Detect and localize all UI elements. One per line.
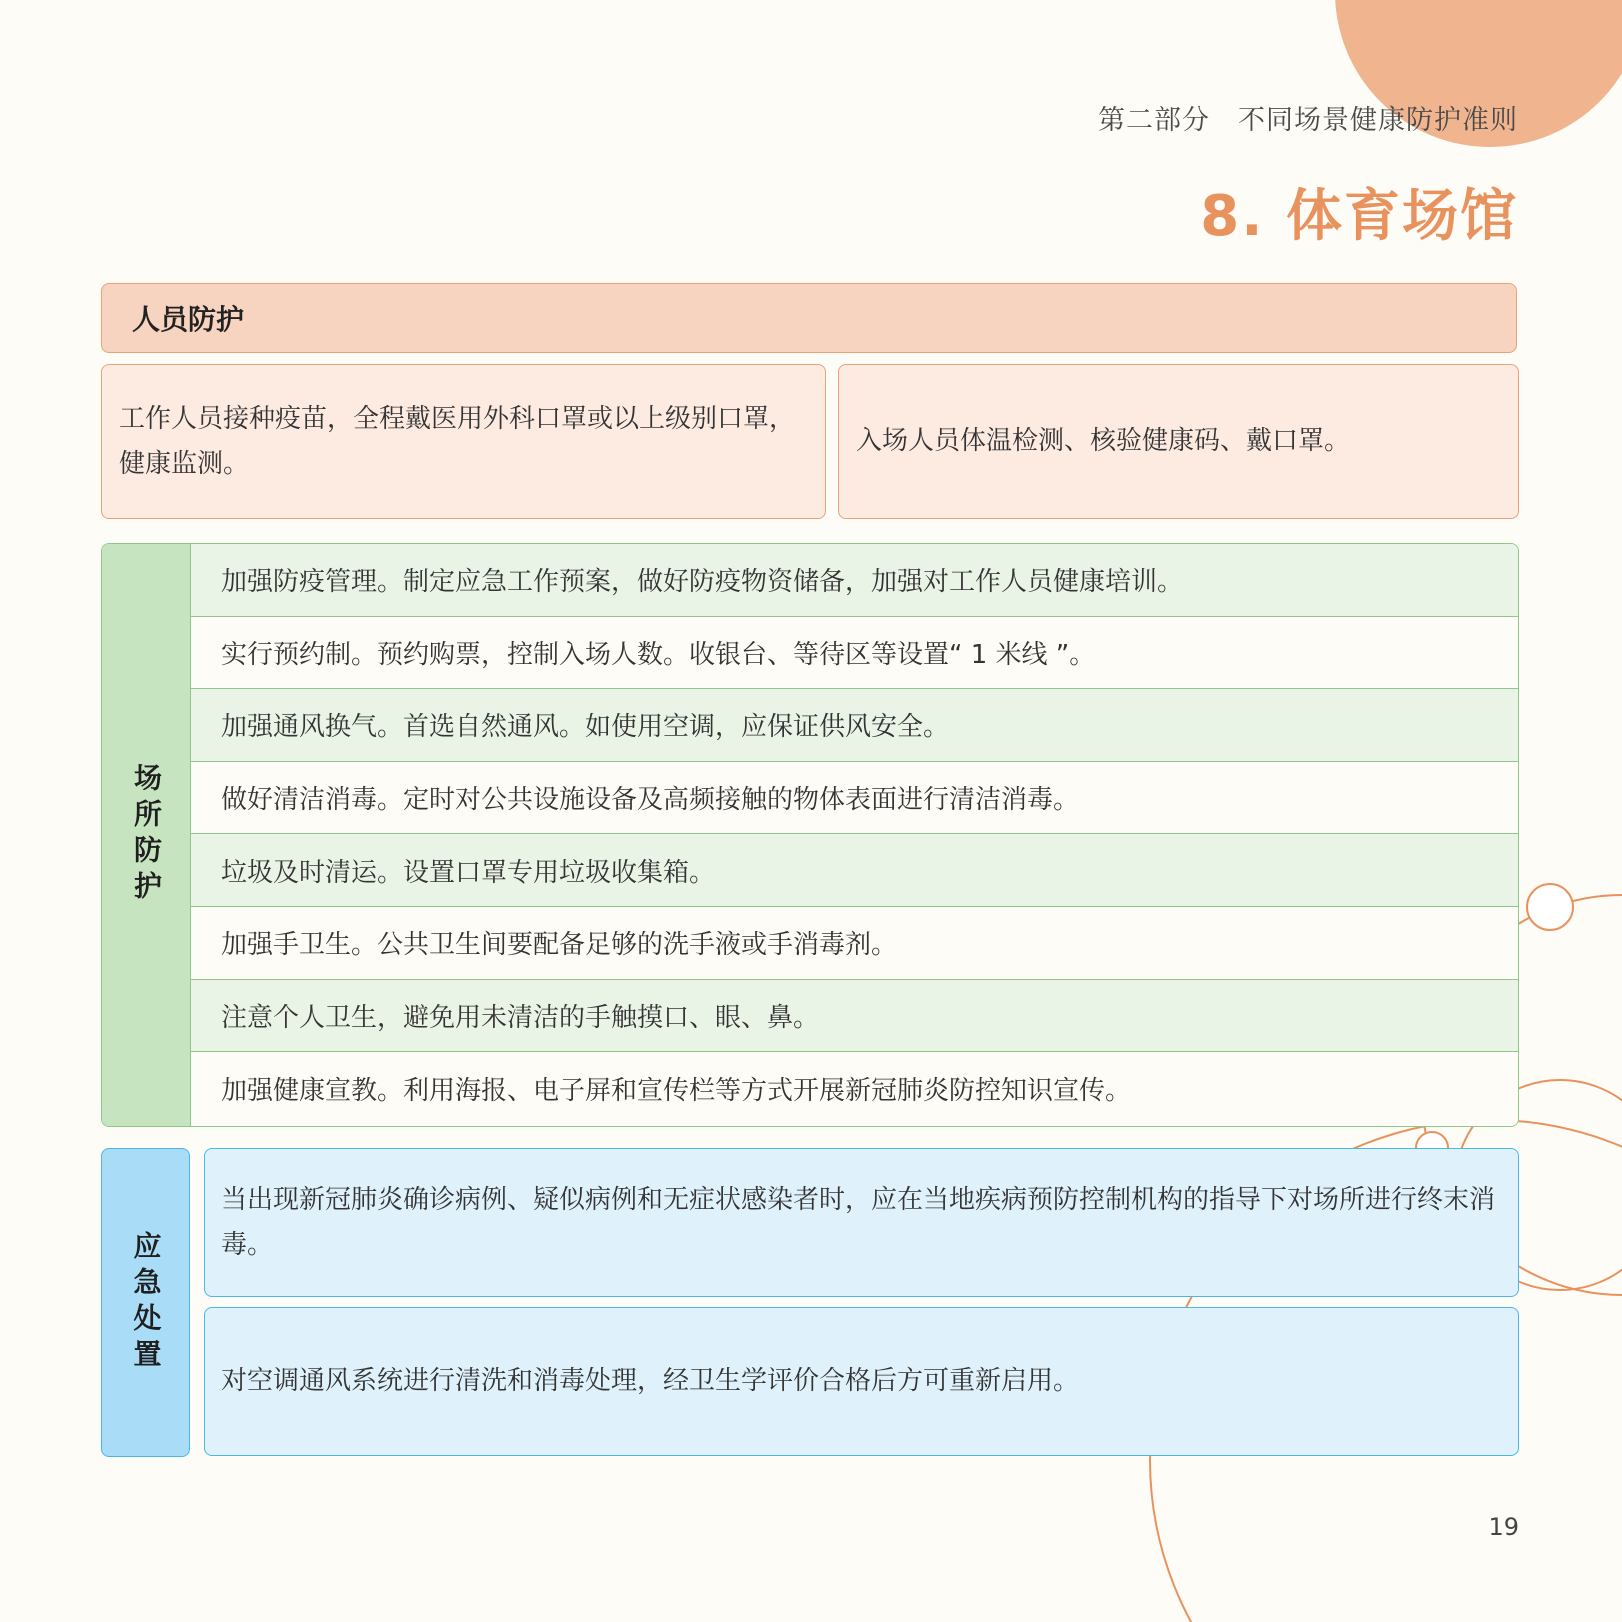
venue-row: 加强通风换气。首选自然通风。如使用空调，应保证供风安全。 (191, 689, 1518, 762)
venue-row: 加强健康宣教。利用海报、电子屏和宣传栏等方式开展新冠肺炎防控知识宣传。 (191, 1052, 1518, 1125)
page-number: 19 (1488, 1513, 1519, 1541)
venue-protection-table (101, 543, 1519, 1127)
emergency-label-cell (101, 1148, 190, 1457)
venue-protection-rows (191, 544, 1518, 1126)
venue-row: 垃圾及时清运。设置口罩专用垃圾收集箱。 (191, 834, 1518, 907)
personnel-visitor-box (838, 364, 1519, 519)
personnel-protection-header (101, 283, 1517, 353)
personnel-staff-text: 工作人员接种疫苗，全程戴医用外科口罩或以上级别口罩，健康监测。 (119, 403, 796, 479)
personnel-staff-box (101, 364, 826, 519)
emergency-item-ventilation (204, 1307, 1519, 1456)
personnel-visitor-text: 入场人员体温检测、核验健康码、戴口罩。 (856, 426, 1351, 456)
venue-protection-label: 场所防护 (130, 763, 163, 907)
emergency-item-text: 当出现新冠肺炎确诊病例、疑似病例和无症状感染者时，应在当地疾病预防控制机构的指导下对场所进行终末消毒。 (221, 1184, 1496, 1260)
section-label: 第二部分 不同场景健康防护准则 (1098, 105, 1518, 136)
venue-protection-label-cell (102, 544, 191, 1126)
decorative-ring-small (1527, 884, 1573, 930)
venue-row: 加强手卫生。公共卫生间要配备足够的洗手液或手消毒剂。 (191, 907, 1518, 980)
personnel-protection-heading: 人员防护 (132, 303, 245, 336)
emergency-item-text: 对空调通风系统进行清洗和消毒处理，经卫生学评价合格后方可重新启用。 (221, 1366, 1080, 1396)
venue-row: 注意个人卫生，避免用未清洁的手触摸口、眼、鼻。 (191, 980, 1518, 1053)
venue-row: 做好清洁消毒。定时对公共设施设备及高频接触的物体表面进行清洁消毒。 (191, 762, 1518, 835)
venue-row: 实行预约制。预约购票，控制入场人数。收银台、等待区等设置“ 1 米线 ”。 (191, 617, 1518, 690)
page-title: 8. 体育场馆 (1200, 184, 1518, 249)
emergency-item-disinfection (204, 1148, 1519, 1297)
emergency-label: 应急处置 (129, 1230, 163, 1375)
venue-row: 加强防疫管理。制定应急工作预案，做好防疫物资储备，加强对工作人员健康培训。 (191, 544, 1518, 617)
